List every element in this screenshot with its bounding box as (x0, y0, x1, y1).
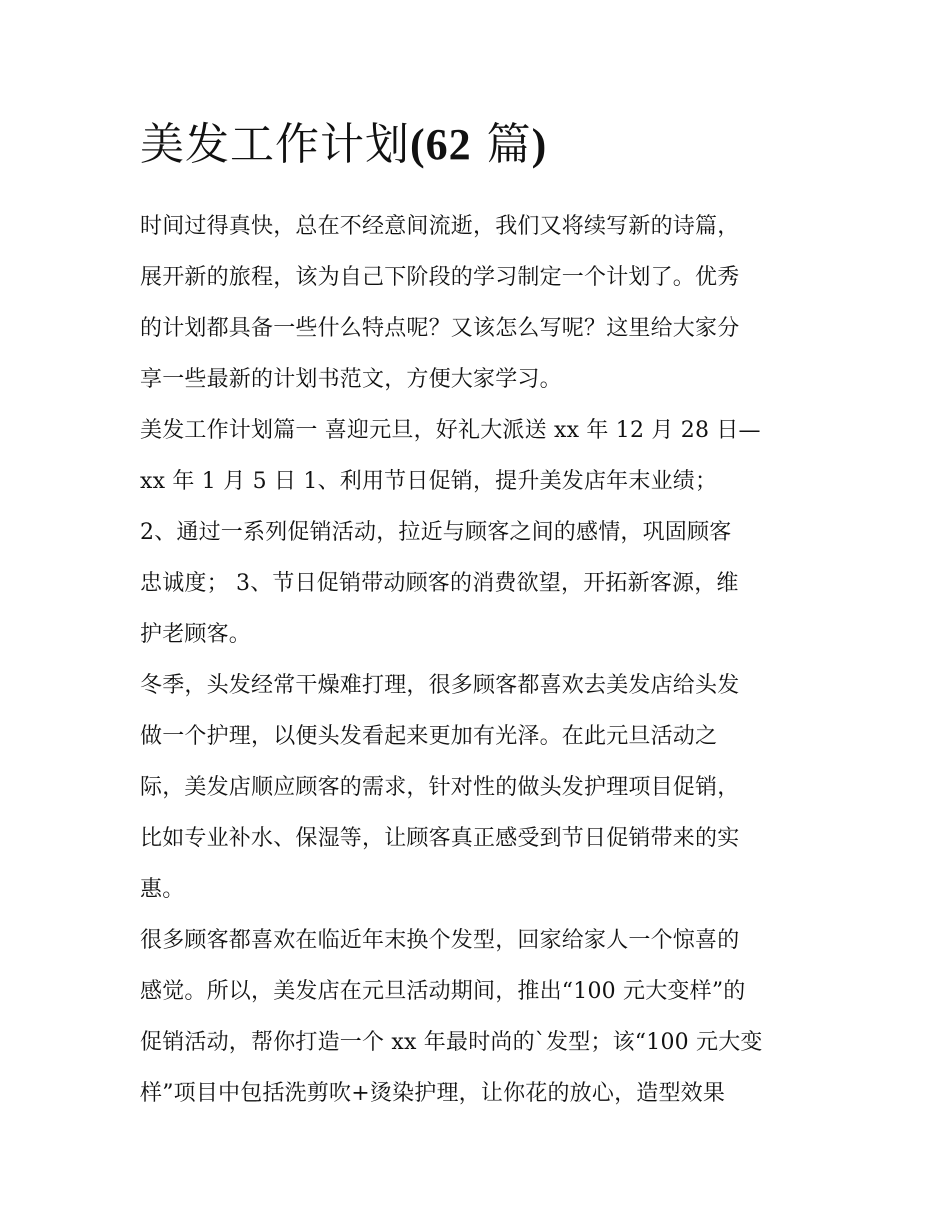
paragraph-line: 展开新的旅程，该为自己下阶段的学习制定一个计划了。优秀 (140, 265, 740, 290)
paragraph-line: 冬季，头发经常干燥难打理，很多顾客都喜欢去美发店给头发 (140, 673, 740, 698)
title-unit: 篇 (471, 119, 532, 170)
paragraph-line: 护老顾客。 (140, 622, 252, 647)
paragraph-goals (140, 507, 820, 660)
title-paren-open: ( (410, 120, 426, 169)
paragraph-line: 的计划都具备一些什么特点呢？又该怎么写呢？这里给大家分 (140, 316, 740, 341)
title-paren-close: ) (531, 120, 548, 169)
paragraph-plan-one (140, 405, 820, 507)
document-title (140, 113, 820, 177)
paragraph-line: 时间过得真快，总在不经意间流逝，我们又将续写新的诗篇， (140, 214, 740, 239)
paragraph-line: 享一些最新的计划书范文，方便大家学习。 (140, 367, 562, 392)
paragraph-line: 很多顾客都喜欢在临近年末换个发型，回家给家人一个惊喜的 (140, 928, 740, 953)
paragraph-line: 促销活动，帮你打造一个 xx 年最时尚的`发型；该“100 元大变 (140, 1030, 763, 1055)
paragraph-intro (140, 201, 820, 405)
paragraph-line: 做一个护理，以便头发看起来更加有光泽。在此元旦活动之 (140, 724, 718, 749)
paragraph-line: 美发工作计划篇一 喜迎元旦，好礼大派送 xx 年 12 月 28 日— (140, 418, 761, 443)
paragraph-line: 样”项目中包括洗剪吹+烫染护理，让你花的放心，造型效果 (140, 1081, 726, 1106)
paragraph-line: 感觉。所以，美发店在元旦活动期间，推出“100 元大变样”的 (140, 979, 746, 1004)
paragraph-line: 忠诚度； 3、节日促销带动顾客的消费欲望，开拓新客源，维 (140, 571, 739, 596)
title-text: 美发工作计划 (140, 119, 410, 170)
paragraph-new-style (140, 915, 820, 1119)
document-body (140, 113, 820, 1119)
title-count: 62 (425, 120, 472, 169)
paragraph-winter-care (140, 660, 820, 915)
paragraph-line: 2、通过一系列促销活动，拉近与顾客之间的感情，巩固顾客 (140, 520, 732, 545)
paragraph-line: 际，美发店顺应顾客的需求，针对性的做头发护理项目促销， (140, 775, 740, 800)
paragraph-line: xx 年 1 月 5 日 1、利用节日促销，提升美发店年末业绩； (140, 469, 718, 494)
paragraph-line: 比如专业补水、保湿等，让顾客真正感受到节日促销带来的实 (140, 826, 740, 851)
paragraph-line: 惠。 (140, 877, 185, 902)
